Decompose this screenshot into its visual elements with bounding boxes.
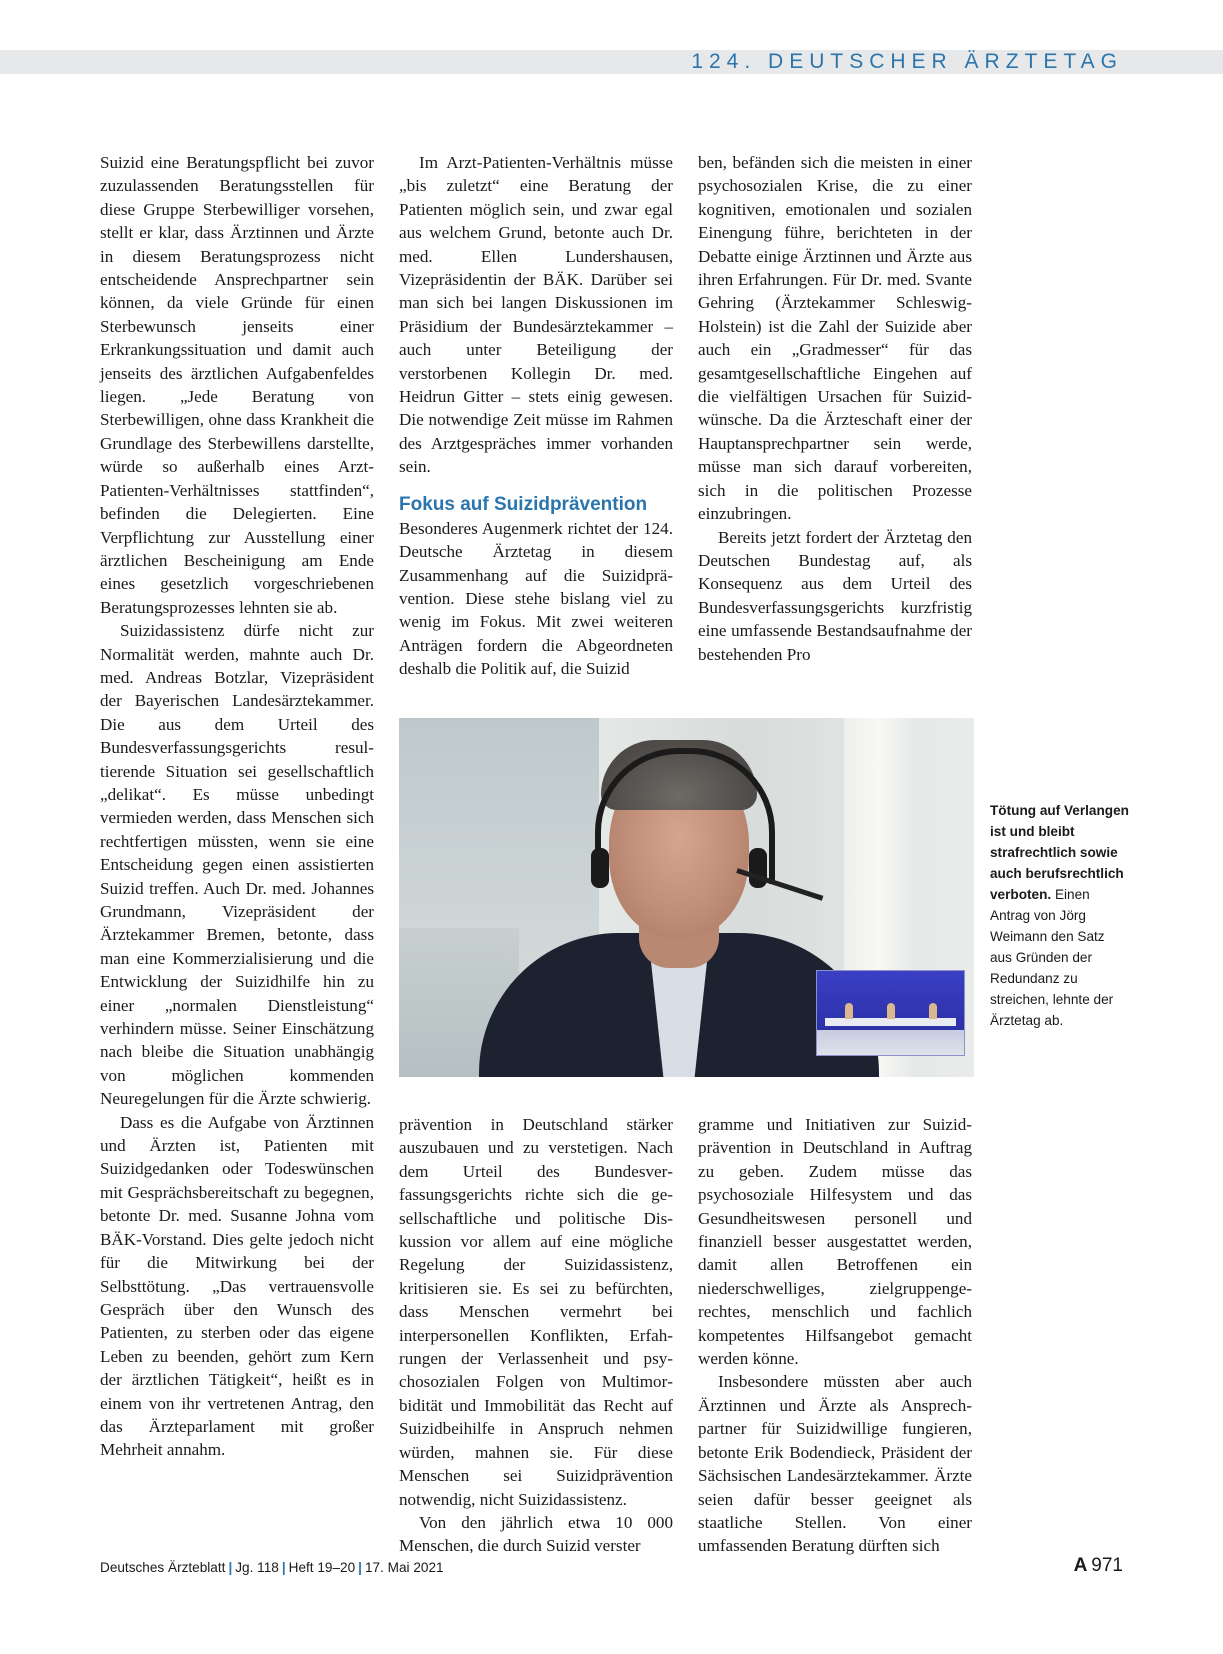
paragraph: ben, befänden sich die meisten in einer psychosozialen Krise, die zu einer kognitiven, emotionalen und sozialen Einengung führe, berichteten in der Debatte einige Ärztinnen und Ärzte aus ihren Erfahrungen. Für Dr. med. Svante Gehring (Ärztekammer Schleswig-Holstein) ist die Zahl der Suizide aber auch ein „Gradmesser“ für das gesamtgesellschaftliche Eingehen auf die vielfältigen Ursachen für Suizidwünsche. Da die Ärzteschaft einer der Hauptansprechpartner sein werde, müsse man sich darauf vorbereiten, sich in die politischen Prozesse einzubringen.: [698, 153, 972, 524]
article-photo: [399, 718, 974, 1077]
paragraph: Dass es die Aufgabe von Ärztinnen und Ärzten ist, Patienten mit Suizidgedanken oder Todeswünschen mit Gesprächsbereitschaft zu begegnen, betonte Dr. med. Susanne Johna vom BÄK-Vorstand. Dies gelte jedoch nicht für die Mitwirkung bei der Selbsttötung. „Das vertrauensvolle Gespräch über den Wunsch des Patienten, zu sterben oder das eigene Leben zu beenden, gehört zum Kern der ärztlichen Tätigkeit“, heißt es in einem von ihr vertretenen Antrag, den das Ärzteparlament mit großer Mehrheit annahm.: [100, 1112, 374, 1460]
column-3-bottom: [698, 1113, 972, 1558]
paragraph: Bereits jetzt fordert der Ärztetag den Deutschen Bundestag auf, als Konsequenz aus dem Urteil des Bundesverfassungsgerichts kurzfristig eine umfassende Bestandsaufnahme der bestehenden Pro: [698, 527, 972, 664]
paragraph: Besonderes Augenmerk richtet der 124. Deutsche Ärztetag in diesem Zusammenhang auf die Suizidprävention. Diese stehe bislang viel zu wenig im Fokus. Mit zwei weiteren Anträgen fordern die Abgeordneten deshalb die Politik auf, die Suizid: [399, 518, 673, 679]
headset-ear: [591, 848, 609, 888]
footer-citation: [100, 1558, 444, 1578]
page-number: [1074, 1553, 1123, 1579]
paragraph: Von den jährlich etwa 10 000 Menschen, die durch Suizid verster: [399, 1512, 673, 1556]
photo-caption: [990, 800, 1130, 1031]
headset-microphone: [736, 868, 823, 901]
column-1: [100, 151, 374, 1462]
section-heading: Fokus auf Suizidprävention: [399, 493, 648, 515]
separator: |: [228, 1560, 233, 1575]
inset-figure: [845, 1003, 853, 1019]
column-2-top: [399, 151, 673, 681]
paragraph: Im Arzt-Patienten-Verhältnis müsse „bis zuletzt“ eine Beratung der Patienten möglich sein, und zwar egal aus welchem Grund, betonte auch Dr. med. Ellen Lundershausen, Vizepräsidentin der BÄK. Darüber sei man sich bei langen Diskussionen im Präsidium der Bundesärztekammer – auch unter Beteiligung der verstorbenen Kollegin Dr. med. Heidrun Gitter – stets einig gewesen. Die notwendige Zeit müsse im Rahmen des Arztgespräches immer vorhanden sein.: [399, 153, 673, 477]
paragraph: gramme und Initiativen zur Suizidprävention in Deutschland in Auftrag zu geben. Zudem müsse das psychosoziale Hilfesystem und das Gesundheitswesen personell und finanziell besser ausgestattet werden, damit allen Betroffenen ein niederschwelliges, zielgruppengerechtes, menschlich und fachlich kompetentes Hilfsangebot gemacht werden könne.: [698, 1115, 972, 1369]
page-prefix: A: [1073, 1555, 1088, 1576]
paragraph: prävention in Deutschland stärker auszubauen und zu verstetigen. Nach dem Urteil des Bundesverfassungsgerichts richte sich die gesellschaftliche und politische Diskussion vor allem auf eine mögliche Regelung der Suizidassistenz, kritisieren sie. Es sei zu befürchten, dass Menschen vermehrt bei interpersonellen Konflikten, Erfahrungen der Verlassenheit und psychosozialen Folgen von Multimorbidität und Immobilität das Recht auf Suizidbeihilfe in Anspruch nehmen würden, mahnen sie. Für diese Menschen sei Suizidprävention notwendig, nicht Suizidassistenz.: [399, 1115, 673, 1509]
running-header: 124. DEUTSCHER ÄRZTETAG: [691, 50, 1123, 73]
separator: |: [358, 1560, 362, 1575]
journal-name: Deutsches Ärzteblatt: [100, 1560, 226, 1575]
inset-desk: [825, 1018, 956, 1026]
date: 17. Mai 2021: [364, 1560, 444, 1575]
inset-figure: [887, 1003, 895, 1019]
paragraph: Insbesondere müssten aber auch Ärztinnen und Ärzte als Ansprechpartner für Suizidwillige fungieren, betonte Erik Bodendieck, Präsident der Sächsischen Landesärztekammer. Ärzte seien dafür besser geeignet als staatliche Stellen. Von einer umfassenden Beratung dürften sich: [698, 1372, 972, 1556]
volume: Jg. 118: [235, 1560, 279, 1575]
video-inset-panel: [816, 970, 965, 1056]
caption-text: Einen Antrag von Jörg Weimann den Satz aus Gründen der Redundanz zu streichen, lehnte der Ärztetag ab.: [990, 887, 1114, 1028]
paragraph: Suizidassistenz dürfe nicht zur Normalität werden, mahnte auch Dr. med. Andreas Botzlar, Vizepräsident der Bayerischen Landesärztekammer. Die aus dem Urteil des Bundesverfassungsgerichts resultierende Situation sei gesellschaftlich „delikat“. Es müsse unbedingt vermieden werden, dass Menschen sich rechtfertigen müssten, wenn sie eine Entscheidung gegen einen assistierten Suizid treffen. Auch Dr. med. Johannes Grundmann, Vizepräsident der Ärztekammer Bremen, betonte, dass man eine Kommerzialisierung und die Entwicklung der Suizidhilfe hin zu einer „normalen Dienstleistung“ verhindern müsse. Seiner Einschätzung nach bleibe die Situation unabhängig von möglichen kommenden Neuregelungen für die Ärzte schwierig.: [100, 621, 374, 1109]
separator: |: [281, 1560, 286, 1575]
column-2-bottom: [399, 1113, 673, 1558]
paragraph: Suizid eine Beratungspflicht bei zuvor zuzulassenden Beratungsstellen für diese Gruppe Sterbewilliger vorsehen, stellt er klar, dass Ärztinnen und Ärzte in diesem Beratungsprozess nicht entscheidende Ansprechpartner sein können, da viele Gründe für einen Sterbewunsch jenseits einer Erkrankungssituation und damit auch jenseits des ärztlichen Aufgabenfeldes liegen. „Jede Beratung von Sterbewilligen, ohne dass Krankheit die Grundlage des Sterbewillens darstellte, würde so außerhalb eines Arzt-Patienten-Verhältnisses stattfinden“, befinden die Delegierten. Eine Verpflichtung zur Ausstellung einer ärztlichen Bescheinigung am Ende eines gesetzlich vorgeschriebenen Beratungsprozesses lehnten sie ab.: [100, 153, 374, 617]
page-number-value: 971: [1091, 1555, 1123, 1576]
issue: Heft 19–20: [288, 1560, 356, 1575]
caption-bold: Tötung auf Verlangen ist und bleibt strafrechtlich sowie auch berufsrechtlich verboten.: [990, 803, 1129, 902]
column-3-top: [698, 151, 972, 666]
inset-figure: [929, 1003, 937, 1019]
